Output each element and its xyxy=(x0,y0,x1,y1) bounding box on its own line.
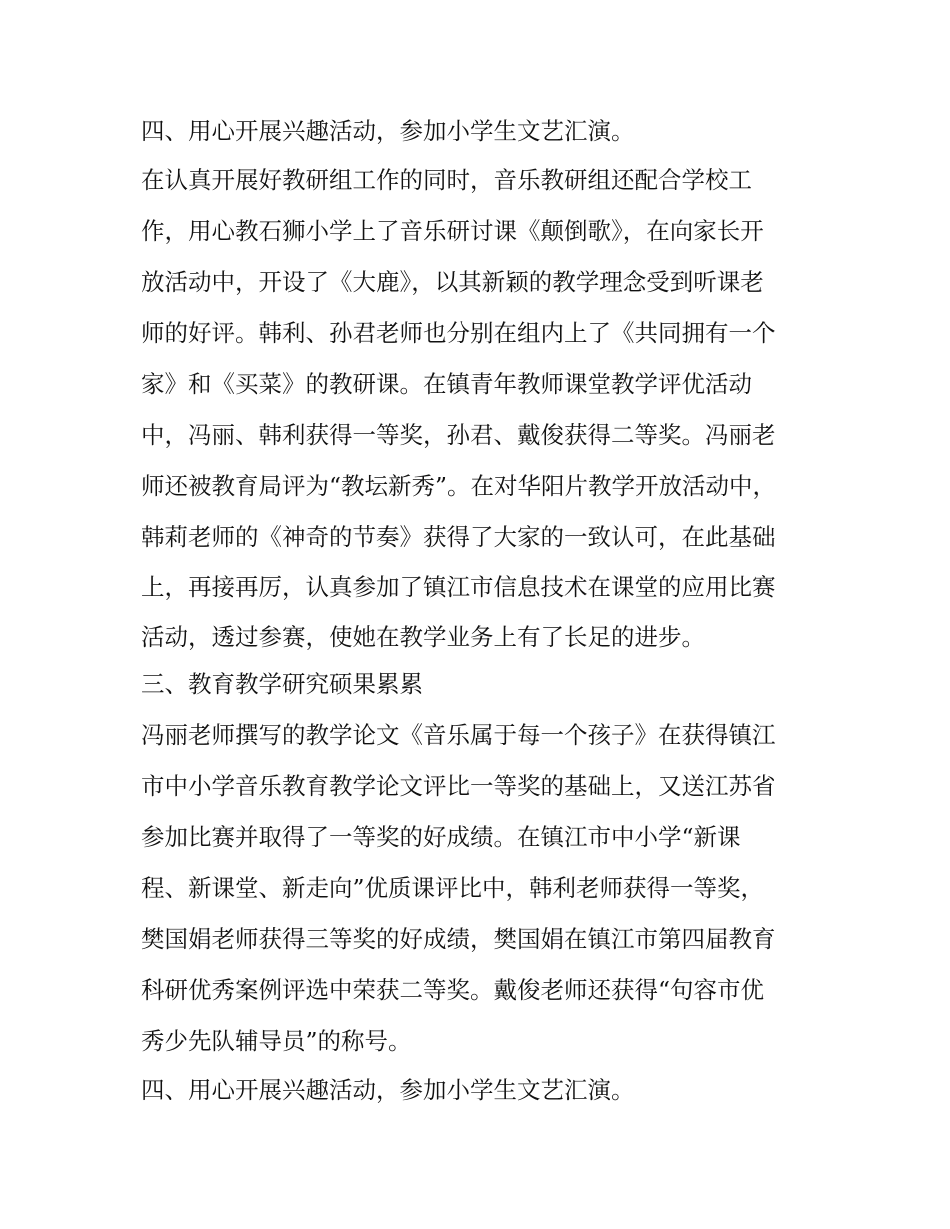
paragraph-line: 家》和《买菜》的教研课。在镇青年教师课堂教学评优活动 xyxy=(141,370,752,398)
paragraph-line: 在认真开展好教研组工作的同时，音乐教研组还配合学校工 xyxy=(141,166,752,194)
paragraph-line: 活动，透过参赛，使她在教学业务上有了长足的进步。 xyxy=(141,623,705,651)
paragraph-line: 中，冯丽、韩利获得一等奖，孙君、戴俊获得二等奖。冯丽老 xyxy=(141,421,776,449)
paragraph-line: 樊国娟老师获得三等奖的好成绩，樊国娟在镇江市第四届教育 xyxy=(141,925,776,953)
paragraph-line: 参加比赛并取得了一等奖的好成绩。在镇江市中小学“新课 xyxy=(141,823,741,851)
paragraph-line: 科研优秀案例评选中荣获二等奖。戴俊老师还获得“句容市优 xyxy=(141,976,765,1004)
paragraph-line: 作，用心教石狮小学上了音乐研讨课《颠倒歌》，在向家长开 xyxy=(141,217,764,245)
paragraph-line: 韩莉老师的《神奇的节奏》获得了大家的一致认可，在此基础 xyxy=(141,523,776,551)
paragraph-line: 师的好评。韩利、孙君老师也分别在组内上了《共同拥有一个 xyxy=(141,319,776,347)
paragraph-line: 程、新课堂、新走向”优质课评比中，韩利老师获得一等奖， xyxy=(141,874,765,902)
paragraph-line: 师还被教育局评为“教坛新秀”。在对华阳片教学开放活动中， xyxy=(141,472,777,500)
section-heading: 三、教育教学研究硕果累累 xyxy=(141,670,423,698)
section-heading: 四、用心开展兴趣活动，参加小学生文艺汇演。 xyxy=(141,117,635,145)
paragraph-line: 放活动中，开设了《大鹿》，以其新颖的教学理念受到听课老 xyxy=(141,268,764,296)
paragraph-line: 上，再接再厉，认真参加了镇江市信息技术在课堂的应用比赛 xyxy=(141,573,776,601)
paragraph-line: 冯丽老师撰写的教学论文《音乐属于每一个孩子》在获得镇江 xyxy=(141,721,776,749)
paragraph-line: 市中小学音乐教育教学论文评比一等奖的基础上，又送江苏省 xyxy=(141,772,776,800)
section-heading: 四、用心开展兴趣活动，参加小学生文艺汇演。 xyxy=(141,1076,635,1104)
paragraph-line: 秀少先队辅导员”的称号。 xyxy=(141,1027,412,1055)
